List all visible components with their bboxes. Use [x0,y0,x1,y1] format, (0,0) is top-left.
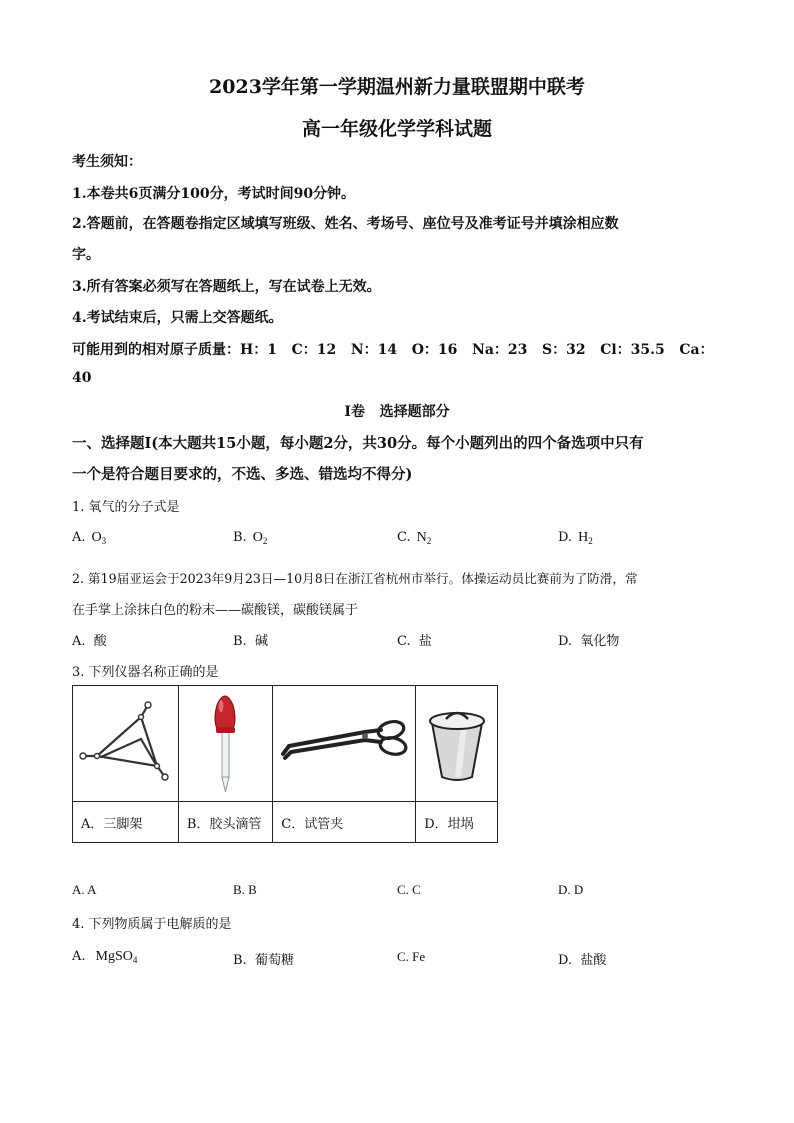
apparatus-cell [273,686,416,802]
question-1-option-c[interactable]: C. $N_2$ [397,530,432,546]
section-title: Ⅰ卷 选择题部分 [344,404,450,420]
apparatus-label-c: C．试管夹 [273,802,416,843]
notice-item: 4.考试结束后，只需上交答题纸。 [72,310,283,326]
question-4-option-c[interactable]: C. Fe [397,949,426,964]
apparatus-table [72,685,498,843]
question-3-option-b[interactable]: B. B [233,882,257,897]
tripod-icon [75,699,175,784]
exam-title: 2023学年第一学期温州新力量联盟期中联考 [209,76,585,98]
question-3-option-c[interactable]: C. C [397,882,421,897]
section-instructions-cont: 一个是符合题目要求的，不选、多选、错选均不得分) [72,466,413,483]
atomic-masses: 可能用到的相对原子质量：H：1 C：12 N：14 O：16 Na：23 S：32 Cl：35.5 Ca： [72,342,714,358]
question-3-stem: 3. 下列仪器名称正确的是 [72,665,219,680]
question-2-stem-cont: 在手掌上涂抹白色的粉末——碳酸镁，碳酸镁属于 [72,603,359,618]
question-3-option-d[interactable]: D. D [558,882,584,897]
question-2-option-d[interactable]: D. 氧化物 [558,634,620,649]
question-3-option-a[interactable]: A. A [72,882,97,897]
apparatus-label-b: B．胶头滴管 [178,802,272,843]
question-4-option-d[interactable]: D. 盐酸 [558,953,607,968]
question-2-option-b[interactable]: B. 碱 [233,634,268,649]
apparatus-cell [73,686,179,802]
apparatus-label-a: A．三脚架 [73,802,179,843]
apparatus-label-d: D．坩埚 [416,802,498,843]
notice-heading: 考生须知： [72,154,142,170]
question-1-option-d[interactable]: D. $H_2$ [558,530,593,546]
exam-subtitle: 高一年级化学学科试题 [301,118,492,140]
atomic-masses-cont: 40 [72,370,92,386]
notice-item: 字。 [72,247,100,263]
question-4-option-b[interactable]: B. 葡萄糖 [233,953,294,968]
question-4-stem: 4. 下列物质属于电解质的是 [72,917,232,932]
notice-item: 2.答题前，在答题卷指定区域填写班级、姓名、考场号、座位号及准考证号并填涂相应数 [72,216,619,232]
question-2-option-a[interactable]: A. 酸 [72,634,107,649]
question-2-option-c[interactable]: C. 盐 [397,634,432,649]
notice-item: 1.本卷共6页满分100分，考试时间90分钟。 [72,186,356,202]
question-2-stem: 2. 第19届亚运会于2023年9月23日—10月8日在浙江省杭州市举行。体操运动员比赛前为了防滑，常 [72,571,638,586]
question-1-option-a[interactable]: A. $O_3$ [72,530,107,546]
question-1-option-b[interactable]: B. $O_2$ [233,530,268,546]
question-4-option-a[interactable]: A. MgSO$_4$ [72,949,138,965]
section-instructions: 一、选择题Ⅰ(本大题共15小题，每小题2分，共30分。每个小题列出的四个备选项中只有 [72,435,644,452]
notice-item: 3.所有答案必须写在答题纸上，写在试卷上无效。 [72,279,381,295]
tongs-icon [277,712,412,772]
dropper-icon [201,689,251,794]
apparatus-cell [178,686,272,802]
crucible-icon [424,701,490,783]
apparatus-cell [416,686,498,802]
question-1-stem: 1. 氧气的分子式是 [72,500,180,515]
